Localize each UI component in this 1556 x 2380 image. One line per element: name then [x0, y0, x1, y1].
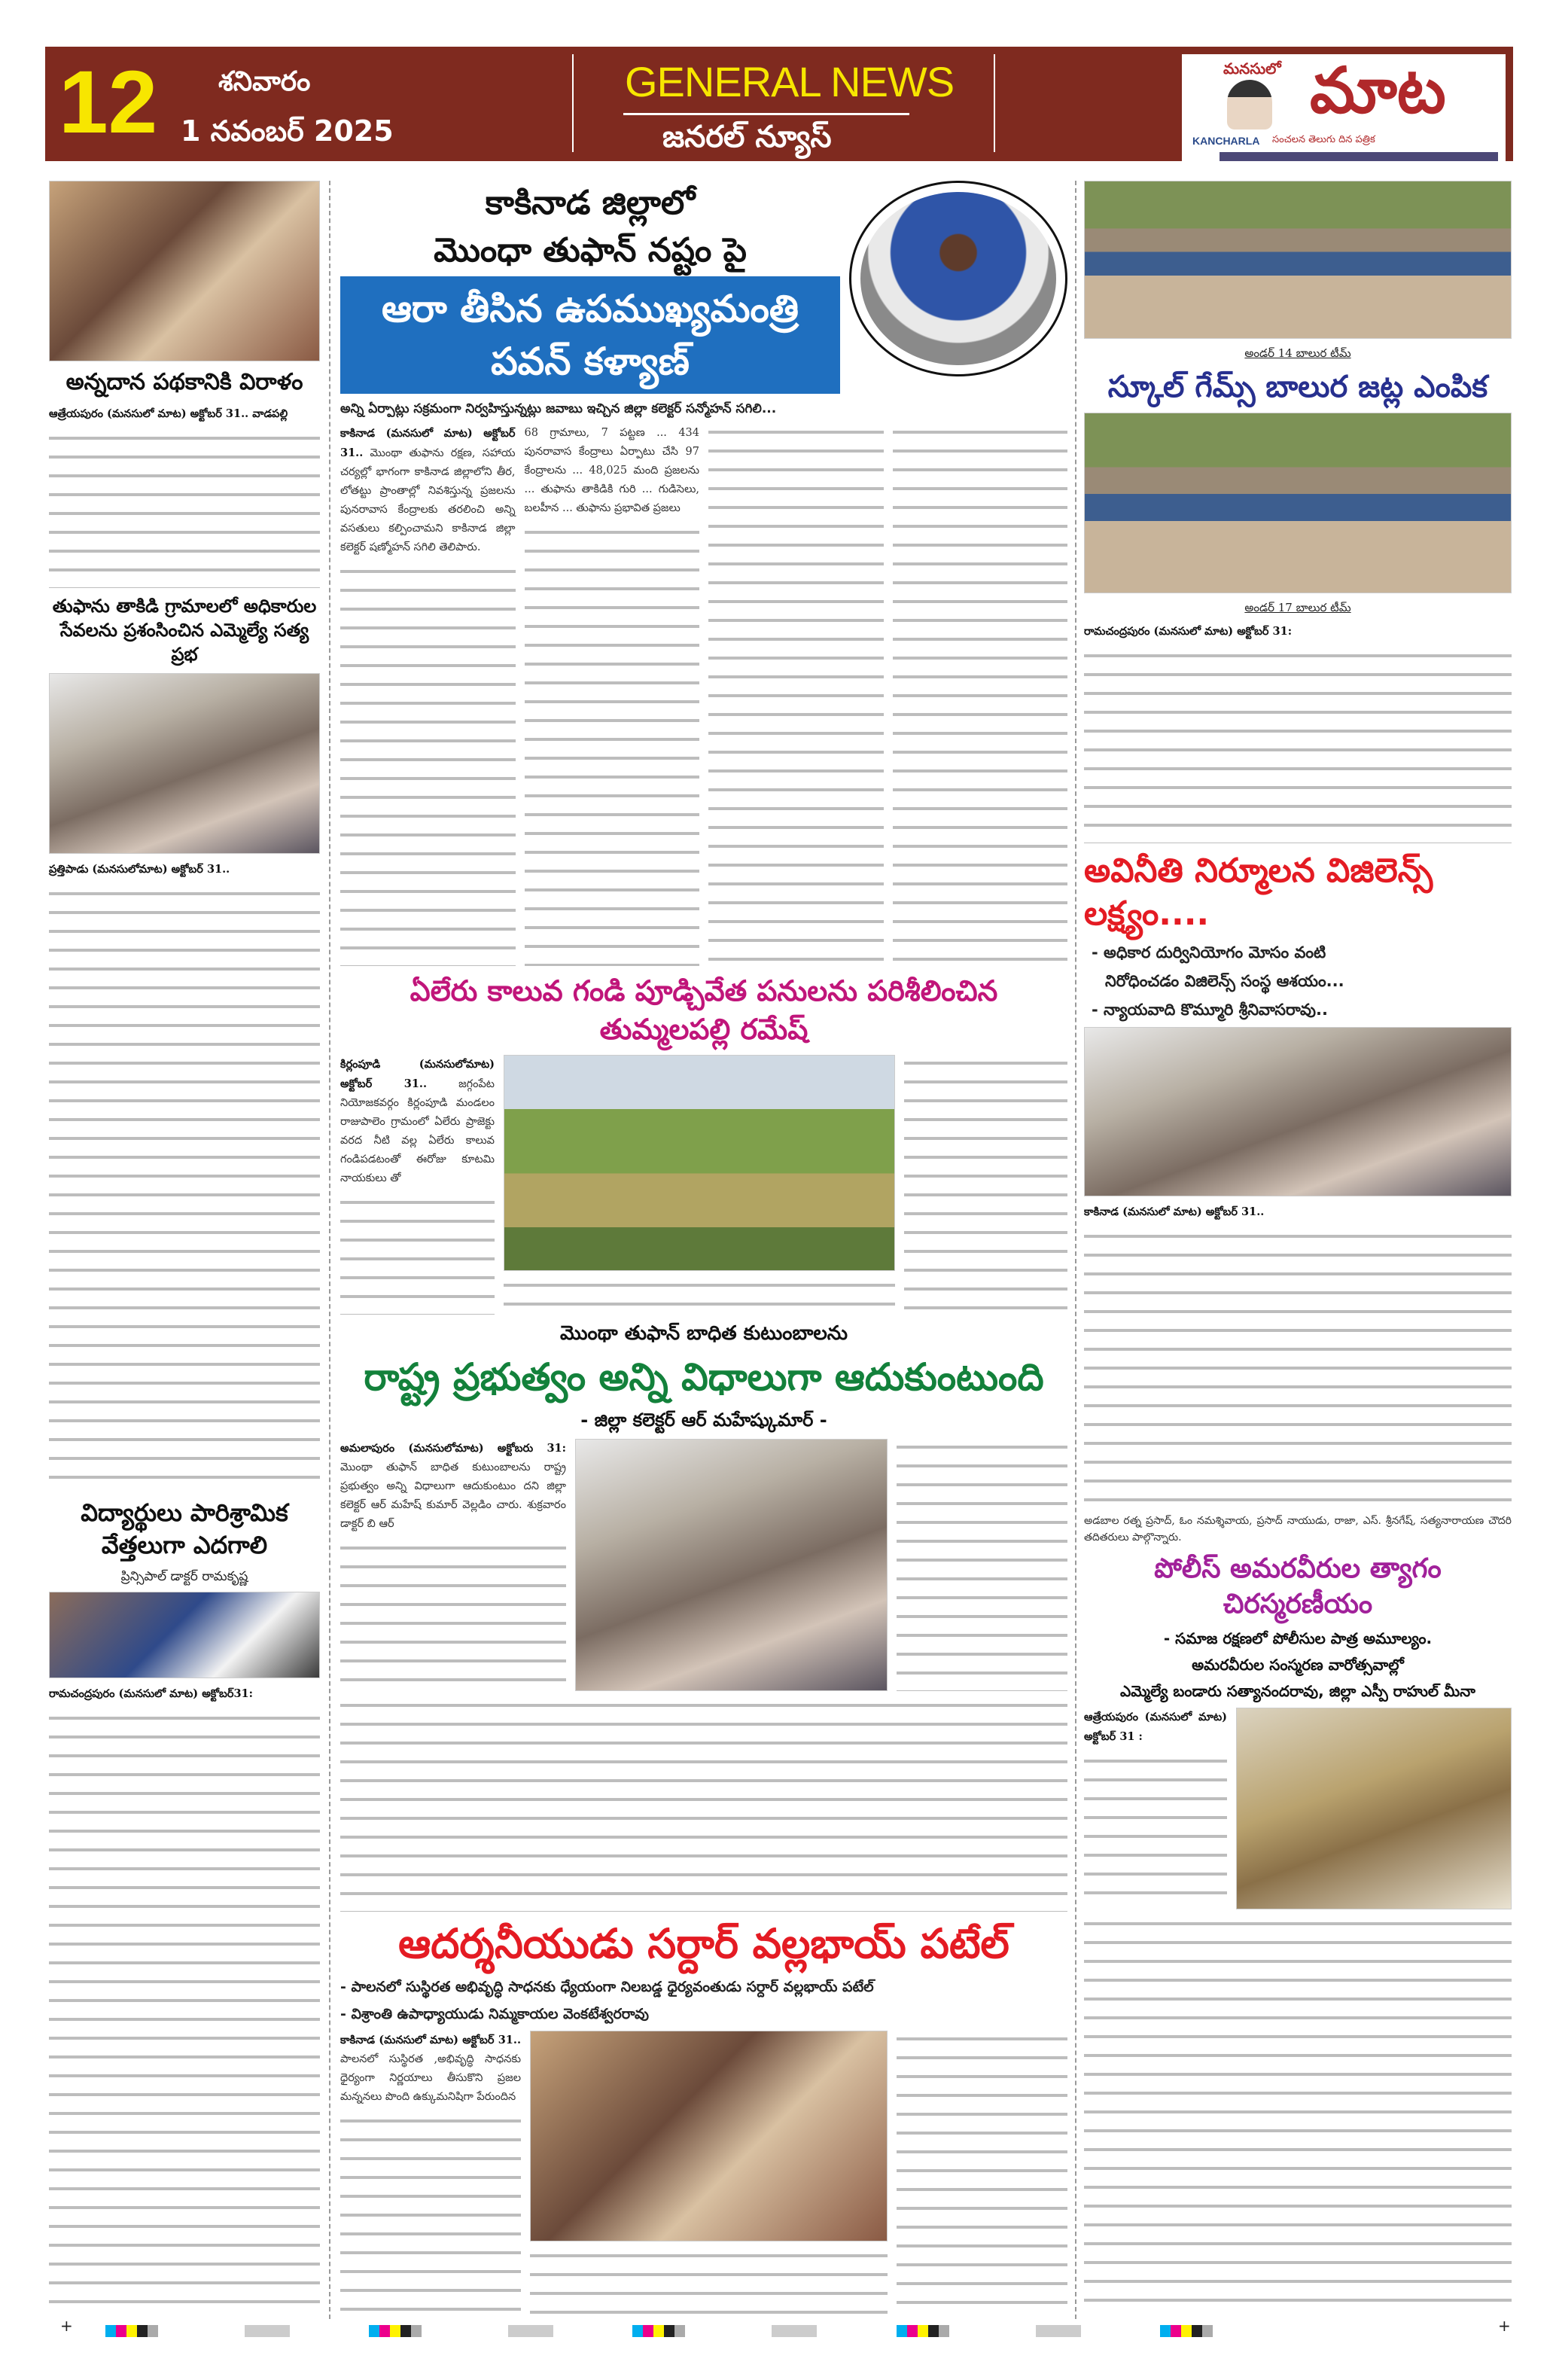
photo-collector-visit: [575, 1439, 888, 1691]
article-vigilance-lead: [1084, 1202, 1512, 1222]
vigilance-sub-3: - న్యాయవాది కొమ్మూరి శ్రీనివాసరావు..: [1092, 1001, 1328, 1019]
newspaper-logo: [1182, 54, 1506, 161]
dateline: ప్రత్తిపాడు (మనసులోమాట) అక్టోబర్ 31..: [49, 862, 230, 876]
photo-under17-team: [1084, 413, 1512, 593]
lead-article-text-2: 68 గ్రామాలు, 7 పట్టణ ... 434 పునరావాస కేంద్రాలు ఏర్పాటు చేసి 97 కేంద్రాలను ... 48,025 మంది ప్రజలను ... తుఫాను తాకిడికి గురి ... గుడిసెలు, బలహీన ... తుఫాను ప్రభావిత ప్రజలు: [524, 426, 699, 514]
article-text-block: [708, 424, 884, 966]
article-text-block: [340, 1194, 495, 1315]
lead-article-col1: [340, 424, 516, 966]
photo-canal: [504, 1055, 895, 1271]
article-text: మొంథా తుఫాను రక్షణ, సహాయ చర్యల్లో భాగంగా కాకినాడ జిల్లాలోని తీర, లోతట్టు ప్రాంతాల్లో నివశిస్తున్న ప్రజలను పునరావాస కేంద్రాలకు తరలించి అన్ని వసతులు కల్పించామని కాకినాడ జిల్లా కలెక్టర్ షణ్మోహన్ సగిలి తెలిపారు.: [340, 446, 516, 553]
logo-text: మాట: [1310, 53, 1446, 127]
lead-headline-block: [340, 181, 840, 394]
photo-donation: [49, 181, 320, 361]
photo-college: [49, 1592, 320, 1678]
police-sub-3: ఎమ్మెల్యే బండారు సత్యానందరావు, జిల్లా ఎస్పీ రాహుల్ మీనా: [1120, 1681, 1475, 1700]
divider: [994, 54, 995, 152]
vigilance-sub-1: - అధికార దుర్వినియోగం మోసం వంటి: [1092, 943, 1326, 962]
photo-mla: [49, 673, 320, 854]
lead-deck: అన్ని ఏర్పాట్లు సక్రమంగా నిర్వహిస్తున్నట్లు జవాబు ఇచ్చిన జిల్లా కలెక్టర్ సన్మోహన్ సగిలి...: [340, 401, 777, 416]
page-number: 12: [59, 53, 158, 152]
police-article-top: [1084, 1708, 1512, 1909]
article-relief: [340, 1439, 566, 1534]
article-police-lead: [1084, 1708, 1227, 1747]
article-text-block: [340, 1540, 566, 1691]
patel-sub-2: - విశ్రాంతి ఉపాధ్యాయుడు నిమ్మకాయల వెంకటేశ్వరరావు: [340, 2006, 649, 2023]
collector-image: [860, 192, 1056, 365]
article-text: మొంథా తుఫాన్ బాధిత కుటుంబాలను రాష్ట్ర ప్రభుత్వం అన్ని విధాలుగా ఆదుకుంటుం దని జిల్లా కలెక్టర్ ఆర్ మహేష్ కుమార్ వెల్లడిం చారు. శుక్రవారం డాక్టర్ బి ఆర్: [340, 1461, 566, 1530]
dateline: ఆత్రేయపురం (మనసులో మాట) అక్టోబర్ 31.. వాడపల్లి: [49, 407, 288, 420]
police-sub-2: అమరవీరుల సంస్మరణ వారోత్సవాల్లో: [1192, 1655, 1404, 1674]
dateline: ఆత్రేయపురం (మనసులో మాట) అక్టోబర్ 31 :: [1084, 1710, 1227, 1743]
article-text-block: [530, 2247, 888, 2315]
section-title-te: జనరల్ న్యూస్: [662, 120, 832, 154]
lead-kicker-2: మొంధా తుఫాన్ నష్టం పై: [434, 231, 747, 270]
relief-byline: - జిల్లా కలెక్టర్ ఆర్ మహేష్కుమార్ -: [580, 1409, 827, 1431]
article-text-block: [49, 430, 320, 588]
column-divider: [1075, 181, 1076, 2319]
dateline: రామచంద్రపురం (మనసులో మాట) అక్టోబర్ 31:: [1084, 625, 1293, 638]
article-text-block: [897, 2031, 1067, 2315]
crop-mark-icon: +: [1498, 2317, 1511, 2335]
patel-article: [340, 2031, 1067, 2315]
yeleru-article: [340, 1055, 1067, 1315]
article-text-block: [897, 1439, 1067, 1691]
right-column: [1084, 181, 1512, 2315]
headline-patel: ఆదర్శనీయుడు సర్దార్ వల్లభాయ్ పటేల్: [398, 1919, 1009, 1967]
logo-small-text: మనసులో: [1223, 59, 1281, 78]
photo-police-event: [1236, 1708, 1512, 1909]
caption-under17: అండర్ 17 బాలుర టీమ్: [1244, 601, 1351, 614]
photo-caption: [504, 1277, 895, 1315]
day: శనివారం: [218, 66, 311, 97]
photo-patel-event: [530, 2031, 888, 2241]
patel-text-col: [340, 2031, 521, 2315]
article-text-block: [49, 885, 320, 1491]
dateline: కిర్లంపూడి (మనసులోమాట) అక్టోబర్ 31..: [340, 1058, 495, 1091]
article-text: పాలనలో సుస్థిరత ,అభివృద్ధి సాధనకు ధైర్యంగా నిర్ణయాలు తీసుకొని ప్రజల మన్ననలు పొంది ఉక్కుమనిషిగా పేరుందిన: [340, 2053, 521, 2104]
subheadline-principal: ప్రిన్సిపాల్ డాక్టర్ రామకృష్ణ: [120, 1569, 248, 1585]
police-text-col: [1084, 1708, 1227, 1909]
logo-tagline: సంచలన తెలుగు దిన పత్రిక: [1272, 134, 1375, 145]
vigilance-sub-2: నిరోధించడం విజిలెన్స్ సంస్థ ఆశయం...: [1105, 972, 1344, 991]
article-text-block: [1084, 1915, 1512, 2315]
lead-top: [340, 181, 1067, 394]
color-registration-bar: [105, 2325, 1213, 2337]
relief-article: [340, 1439, 1067, 1691]
dateline: అమలాపురం (మనసులోమాట) అక్టోబరు 31:: [340, 1441, 566, 1455]
middle-column: [340, 181, 1067, 2315]
relief-text-col: [340, 1439, 566, 1691]
article-patel: [340, 2031, 521, 2107]
column-divider: [329, 181, 330, 2319]
headline-police: పోలీస్ అమరవీరుల త్యాగం చిరస్మరణీయం: [1154, 1553, 1442, 1620]
dateline: కాకినాడ (మనసులో మాట) అక్టోబర్ 31..: [340, 2034, 521, 2047]
article-text-block: [893, 424, 1068, 966]
relief-kicker: మొంథా తుఫాన్ బాధిత కుటుంబాలను: [559, 1322, 848, 1345]
lead-article: [340, 424, 1067, 966]
divider: [572, 54, 574, 152]
photo-under14-team: [1084, 181, 1512, 339]
article-mla-lead: [49, 860, 320, 879]
masthead: [45, 47, 1513, 161]
article-vigilance-closing: అడబాల రత్న ప్రసాద్, ఓం నమశ్శివాయ, ప్రసాద్ నాయుడు, రాజా, ఎస్. శ్రీనగేష్, సత్యనారాయణ చౌదరి తదితరులు పాల్గొన్నారు.: [1084, 1515, 1512, 1544]
caption-under14: అండర్ 14 బాలుర టీమ్: [1244, 346, 1351, 360]
lead-article-text: [340, 424, 516, 557]
logo-brand: KANCHARLA: [1192, 135, 1260, 147]
article-text-block: [1084, 648, 1512, 843]
article-text-block: [340, 563, 516, 966]
patel-sub-1: - పాలనలో సుస్థిరత అభివృద్ధి సాధనకు ధ్యేయంగా నిలబడ్డ ధైర్యవంతుడు సర్దార్ వల్లభాయ్ పటేల్: [340, 1979, 874, 1996]
article-text-block: [340, 1697, 1067, 1912]
lead-headline: ఆరా తీసిన ఉపముఖ్యమంత్రి పవన్ కళ్యాణ్: [340, 276, 840, 394]
article-students-lead: [49, 1684, 320, 1704]
headline-donation: అన్నదాన పథకానికి విరాళం: [65, 369, 303, 395]
photo-vigilance-pledge: [1084, 1027, 1512, 1196]
headline-school-games: స్కూల్ గేమ్స్ బాలుర జట్ల ఎంపిక: [1107, 370, 1488, 404]
lead-article-col2: [525, 424, 700, 966]
article-yeleru: [340, 1055, 495, 1188]
photo-collector: [849, 181, 1067, 376]
article-text-block: [1084, 1753, 1227, 1909]
article-text-block: [904, 1055, 1067, 1315]
dateline: కాకినాడ (మనసులో మాట) అక్టోబర్ 31..: [340, 426, 516, 459]
article-donation-lead: [49, 404, 320, 424]
crop-mark-icon: +: [60, 2317, 73, 2335]
article-text-block: [525, 524, 700, 966]
headline-yeleru: ఏలేరు కాలువ గండి పూడ్చివేత పనులను పరిశీలించిన తుమ్మలపల్లి రమేష్: [410, 974, 998, 1047]
dateline: రామచంద్రపురం (మనసులో మాట) అక్టోబర్31:: [49, 1687, 253, 1701]
lead-kicker-1: కాకినాడ జిల్లాలో: [485, 184, 696, 222]
article-text-block: [340, 2113, 521, 2315]
article-text-block: [1084, 1228, 1512, 1507]
portrait-icon: [1227, 80, 1272, 130]
police-sub-1: - సమాజ రక్షణలో పోలీసుల పాత్ర అమూల్యం.: [1163, 1629, 1433, 1647]
yeleru-text-col: [340, 1055, 495, 1315]
section-title-en: GENERAL NEWS: [625, 58, 955, 105]
article-text: జగ్గంపేట నియోజకవర్గం కిర్లంపూడి మండలం రాజుపాలెం గ్రామంలో ఏలేరు ప్రాజెక్టు వరద నీటి వల్ల ఏలేరు కాలువ గండిపడటంతో ఈరోజు కూటమి నాయకులు తో: [340, 1078, 495, 1185]
article-text-block: [49, 1710, 320, 2315]
headline-students: విద్యార్థులు పారిశ్రామిక వేత్తలుగా ఎదగాలి: [81, 1498, 288, 1559]
logo-bar: [1220, 152, 1498, 161]
headline-vigilance: అవినీతి నిర్మూలన విజిలెన్స్ లక్ష్యం....: [1084, 852, 1433, 934]
date: 1 నవంబర్ 2025: [181, 114, 394, 148]
headline-relief: రాష్ట్ర ప్రభుత్వం అన్ని విధాలుగా ఆదుకుంటుంది: [364, 1355, 1044, 1400]
left-column: [49, 181, 320, 2315]
article-games-lead: [1084, 622, 1512, 641]
dateline: కాకినాడ (మనసులో మాట) అక్టోబర్ 31..: [1084, 1205, 1265, 1219]
patel-photo-col: [530, 2031, 888, 2315]
divider: [623, 113, 909, 115]
yeleru-photo-col: [504, 1055, 895, 1315]
headline-mla-satya-prabha: తుఫాను తాకిడి గ్రామాలలో అధికారుల సేవలను ప్రశంసించిన ఎమ్మెల్యే సత్య ప్రభ: [52, 595, 317, 666]
